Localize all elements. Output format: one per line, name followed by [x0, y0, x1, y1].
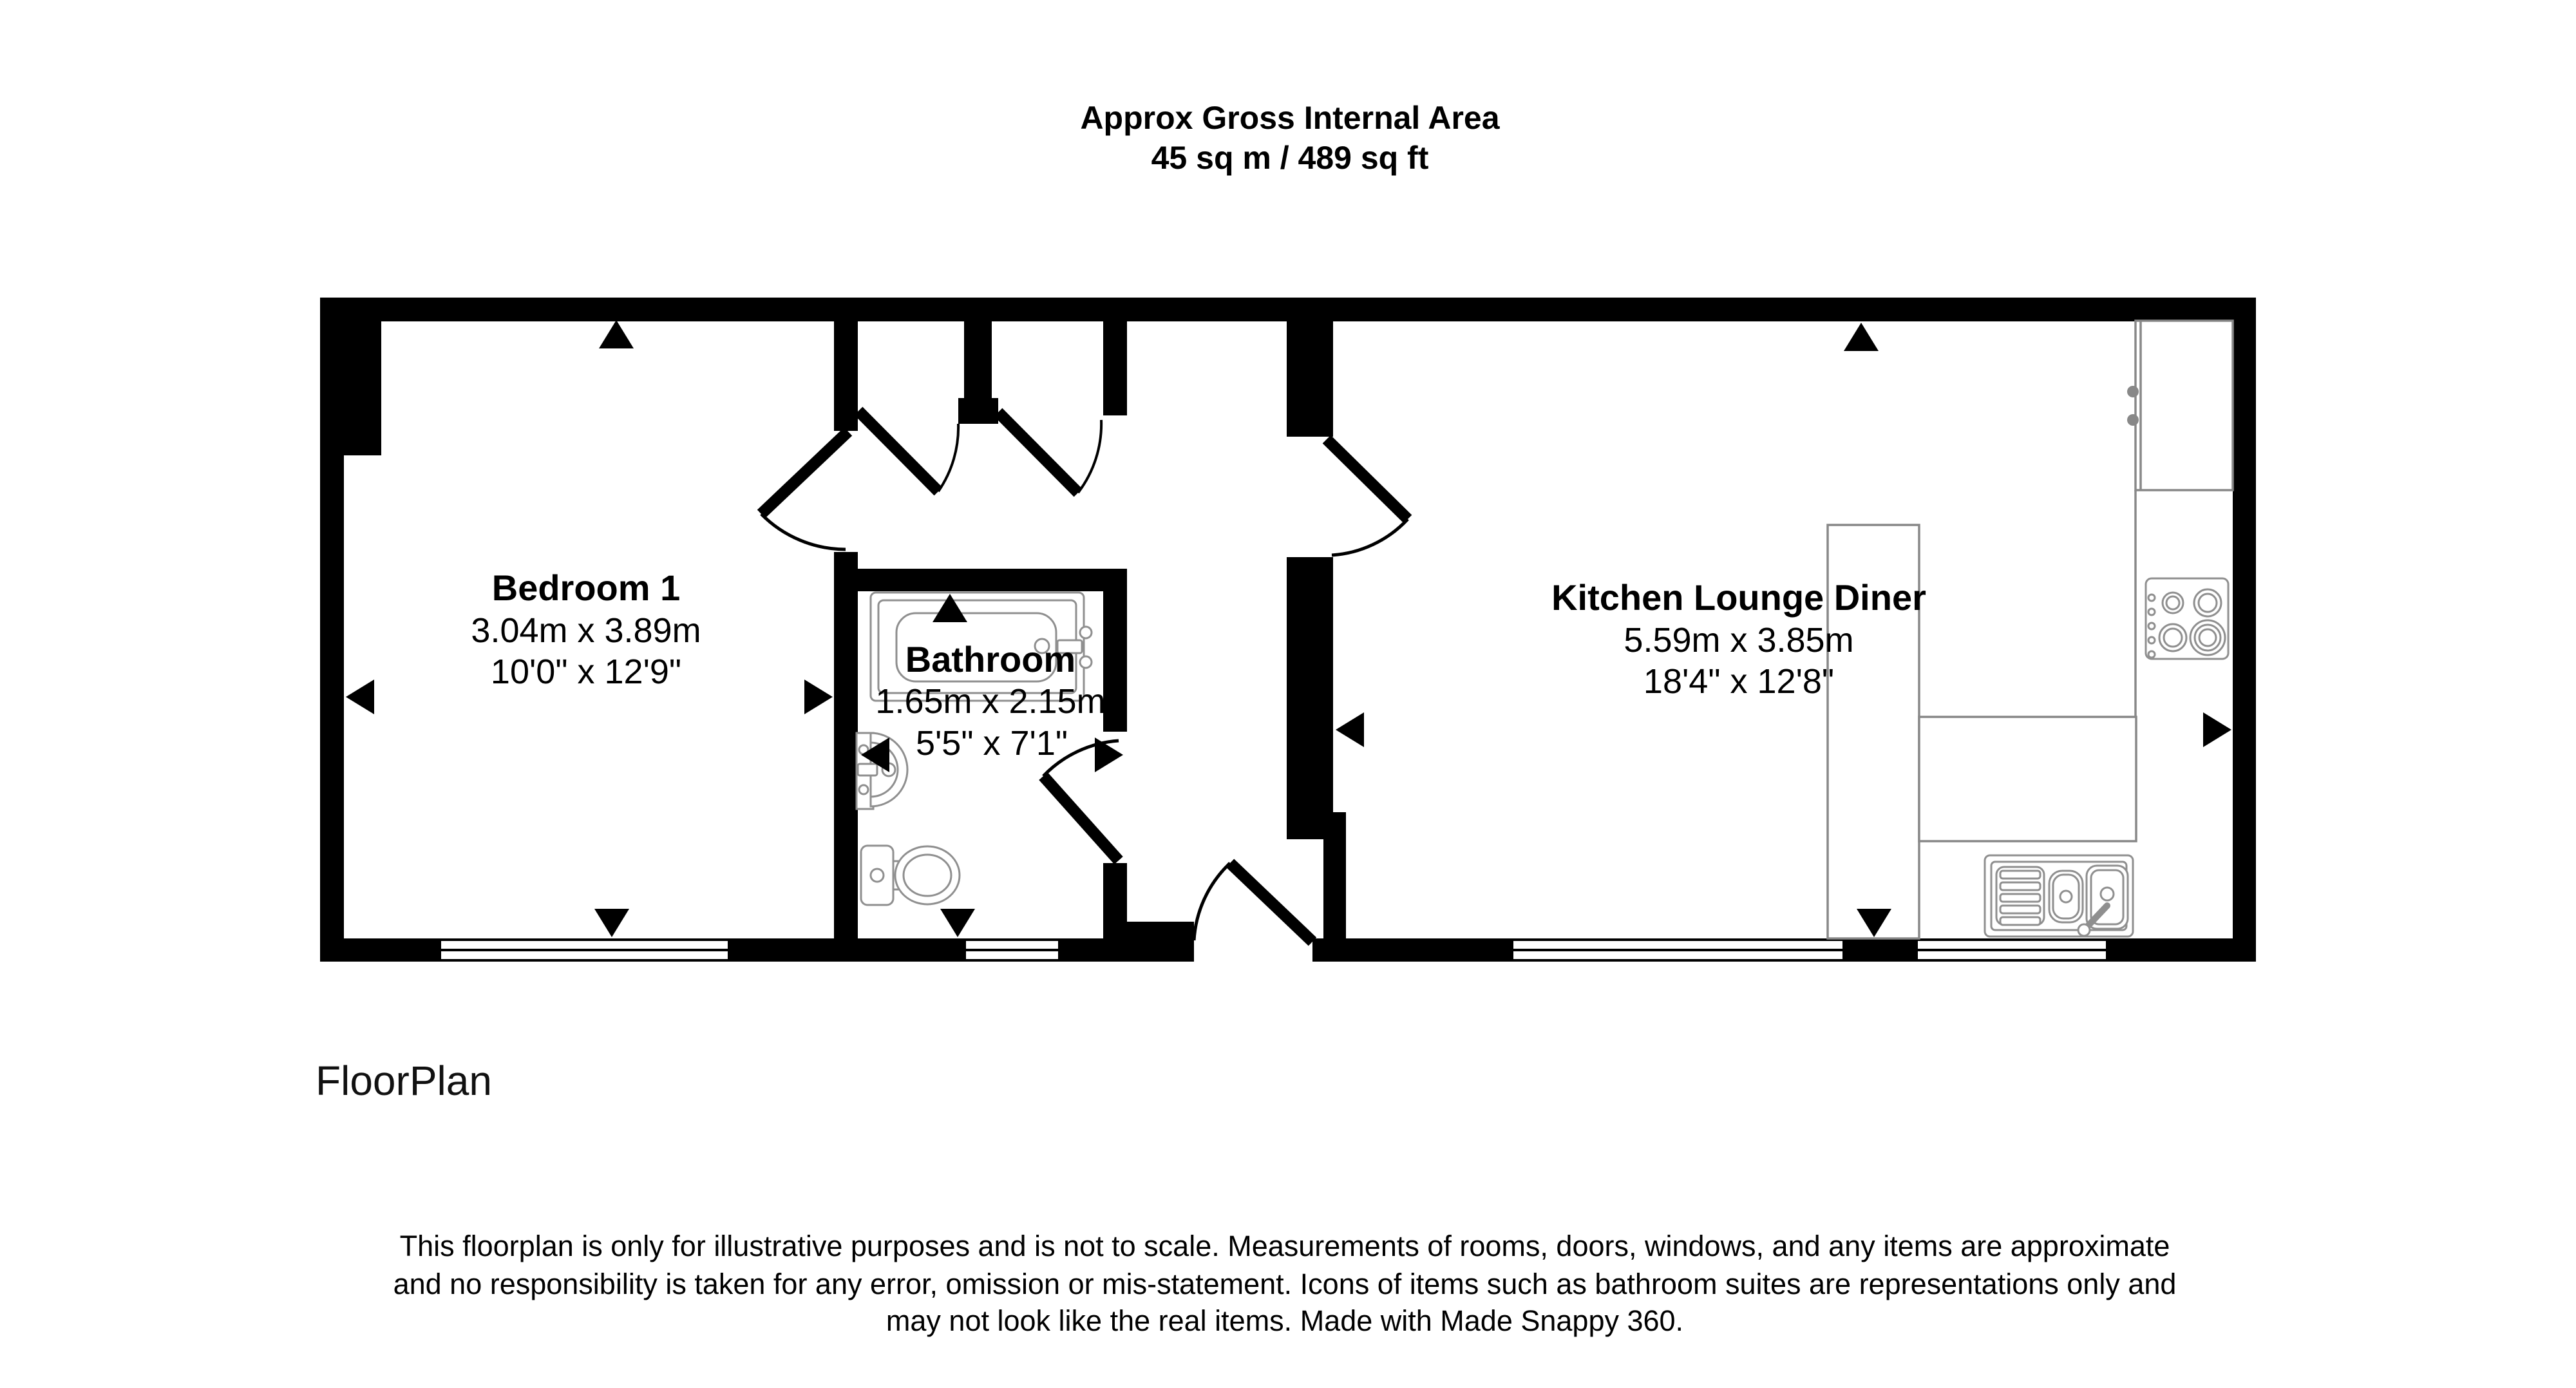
disclaimer-line-1: This floorplan is only for illustrative purposes and is not to scale. Measurements of rooms, doors, windows, and any items are approximate — [399, 1230, 2170, 1262]
kitchen-sink-icon — [1985, 855, 2133, 936]
door-leaf — [761, 432, 848, 514]
brand-label: FloorPlan — [316, 1058, 492, 1104]
room-imperial-dims: 10'0" x 12'9" — [490, 652, 682, 691]
measure-arrow-up-icon — [1844, 323, 1879, 351]
title-block — [1080, 100, 1500, 176]
window-kitchen-right — [1918, 938, 2106, 962]
hob-icon — [2146, 578, 2228, 659]
wall-segment — [1287, 557, 1333, 839]
door-leaf — [1230, 863, 1312, 942]
wall-segment — [320, 298, 381, 455]
toilet-icon — [861, 846, 960, 905]
wall-segment — [2106, 938, 2256, 962]
door-closet-left — [858, 411, 958, 491]
wall-segment — [1103, 321, 1127, 415]
room-imperial-dims: 18'4" x 12'8" — [1643, 662, 1835, 701]
room-name: Bedroom 1 — [491, 567, 681, 608]
room-name: Kitchen Lounge Diner — [1551, 577, 1926, 618]
unit-handle — [2127, 386, 2139, 397]
title-line-2: 45 sq m / 489 sq ft — [1151, 140, 1429, 176]
window-kitchen-left — [1513, 938, 1842, 962]
measure-arrow-left-icon — [1336, 712, 1364, 747]
door-leaf — [1327, 439, 1408, 519]
door-leaf — [858, 411, 938, 491]
room-imperial-dims: 5'5" x 7'1" — [915, 724, 1068, 763]
door-closet-right — [998, 412, 1101, 493]
wall-segment — [858, 569, 1127, 591]
room-metric-dims: 1.65m x 2.15m — [875, 682, 1106, 721]
wall-segment — [964, 321, 992, 398]
room-metric-dims: 3.04m x 3.89m — [471, 611, 701, 650]
door-entry — [1194, 863, 1312, 942]
wall-segment — [1323, 812, 1346, 938]
measure-arrow-left-icon — [346, 680, 374, 714]
kitchen-units — [1828, 321, 2233, 938]
wall-segment — [834, 321, 858, 431]
door-leaf — [998, 412, 1078, 493]
wall-segment — [320, 938, 441, 962]
wall-segment — [1842, 938, 1918, 962]
measure-arrow-right-icon — [804, 680, 833, 714]
wall-segment — [1119, 922, 1194, 941]
room-label-bathroom — [875, 639, 1105, 763]
title-line-1: Approx Gross Internal Area — [1080, 100, 1500, 136]
disclaimer — [393, 1230, 2177, 1337]
wall-segment — [1287, 321, 1333, 437]
window-bedroom — [441, 938, 728, 962]
wall-segment — [2233, 298, 2256, 962]
measure-arrow-down-icon — [594, 909, 629, 937]
wall-segment — [1312, 938, 1513, 962]
room-name: Bathroom — [905, 639, 1076, 680]
counter-corner-block — [1919, 717, 2136, 841]
door-swing-arc — [761, 514, 846, 549]
measure-arrow-down-icon — [940, 909, 975, 937]
measure-arrow-right-icon — [2203, 712, 2231, 747]
wall-segment — [834, 552, 858, 962]
wall-segment — [1103, 591, 1127, 732]
unit-handle — [2127, 414, 2139, 426]
door-swing-arc — [1194, 863, 1230, 940]
door-kitchen — [1327, 439, 1408, 555]
door-swing-arc — [1332, 519, 1408, 555]
wall-segment — [320, 298, 2256, 321]
door-swing-arc — [1078, 420, 1101, 493]
wall-segment — [1103, 863, 1127, 962]
disclaimer-line-3: may not look like the real items. Made with Made Snappy 360. — [886, 1304, 1684, 1337]
door-swing-arc — [938, 424, 958, 491]
window-bathroom — [966, 938, 1058, 962]
disclaimer-line-2: and no responsibility is taken for any error, omission or mis-statement. Icons of items such as bathroom suites are representations only and — [393, 1268, 2177, 1300]
wall-segment — [958, 398, 998, 424]
tall-unit-icon — [2127, 321, 2233, 490]
room-metric-dims: 5.59m x 3.85m — [1624, 621, 1854, 660]
door-bedroom — [761, 432, 848, 549]
door-leaf — [1043, 776, 1119, 860]
room-label-bedroom — [471, 567, 701, 691]
measure-arrow-up-icon — [599, 320, 634, 348]
